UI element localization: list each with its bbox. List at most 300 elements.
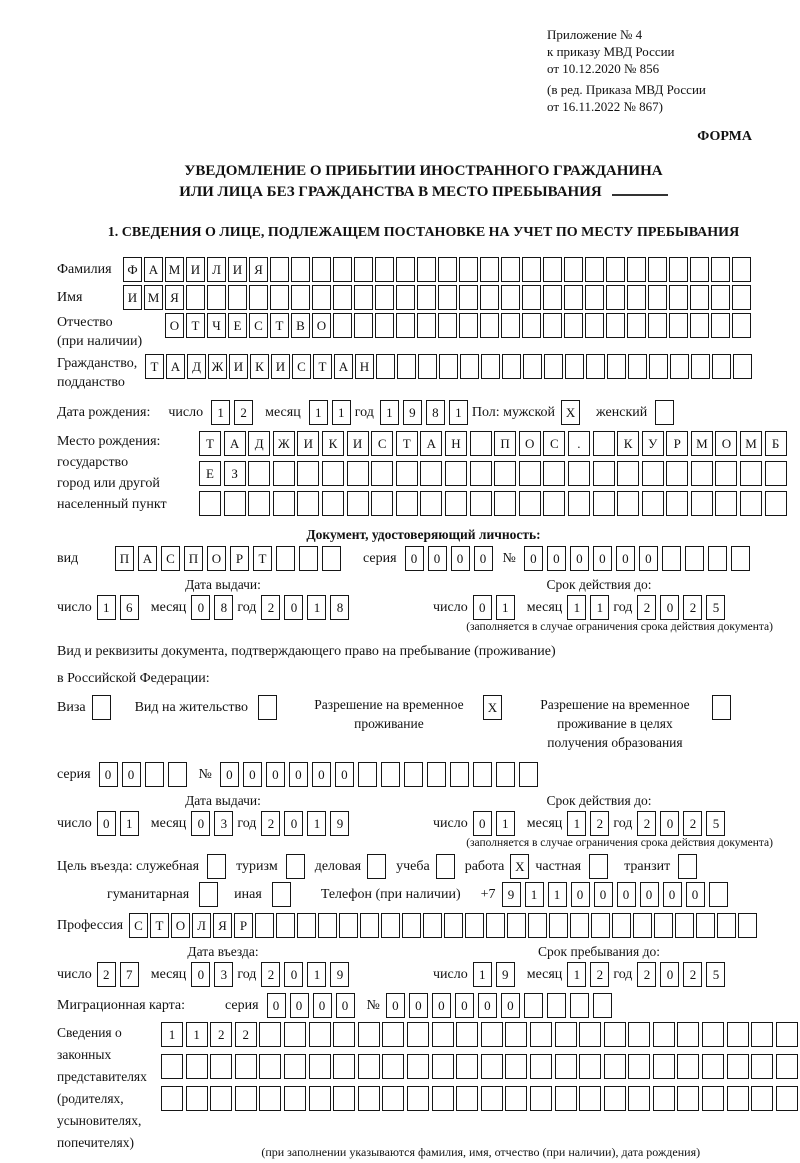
char-cell[interactable] — [642, 461, 664, 486]
char-cell[interactable]: 1 — [380, 400, 399, 425]
char-cell[interactable] — [396, 285, 415, 310]
char-cell[interactable]: 1 — [567, 962, 586, 987]
char-cell[interactable] — [371, 461, 393, 486]
char-cell[interactable]: 3 — [214, 811, 233, 836]
char-cell[interactable] — [333, 313, 352, 338]
char-cell[interactable] — [727, 1086, 749, 1111]
char-cell[interactable] — [654, 913, 673, 938]
char-cell[interactable] — [459, 285, 478, 310]
char-cell[interactable] — [420, 461, 442, 486]
char-cell[interactable]: 0 — [451, 546, 470, 571]
char-cell[interactable] — [210, 1086, 232, 1111]
char-cell[interactable] — [519, 762, 538, 787]
char-cell[interactable] — [318, 913, 337, 938]
char-cell[interactable] — [648, 285, 667, 310]
char-cell[interactable]: А — [334, 354, 353, 379]
char-cell[interactable] — [210, 1054, 232, 1079]
char-cell[interactable] — [505, 1022, 527, 1047]
char-cell[interactable]: 2 — [261, 811, 280, 836]
char-cell[interactable] — [501, 313, 520, 338]
char-cell[interactable] — [501, 285, 520, 310]
char-cell[interactable]: 0 — [97, 811, 116, 836]
char-cell[interactable] — [712, 354, 731, 379]
char-cell[interactable] — [235, 1086, 257, 1111]
char-cell[interactable] — [470, 491, 492, 516]
char-cell[interactable] — [732, 285, 751, 310]
char-cell[interactable] — [470, 431, 492, 456]
stay-day-cells[interactable] — [473, 962, 519, 987]
char-cell[interactable] — [606, 313, 625, 338]
char-cell[interactable]: 1 — [309, 400, 328, 425]
char-cell[interactable] — [593, 993, 612, 1018]
char-cell[interactable] — [708, 546, 727, 571]
char-cell[interactable] — [555, 1022, 577, 1047]
char-cell[interactable]: 2 — [261, 595, 280, 620]
char-cell[interactable] — [423, 913, 442, 938]
permit-series-cells[interactable] — [99, 762, 191, 787]
char-cell[interactable]: О — [207, 546, 226, 571]
char-cell[interactable] — [648, 257, 667, 282]
char-cell[interactable] — [259, 1022, 281, 1047]
char-cell[interactable] — [709, 882, 728, 907]
char-cell[interactable]: 1 — [567, 811, 586, 836]
char-cell[interactable] — [606, 285, 625, 310]
char-cell[interactable]: 0 — [243, 762, 262, 787]
char-cell[interactable]: 1 — [590, 595, 609, 620]
char-cell[interactable]: 0 — [660, 811, 679, 836]
char-cell[interactable] — [396, 313, 415, 338]
char-cell[interactable] — [291, 285, 310, 310]
char-cell[interactable] — [417, 285, 436, 310]
char-cell[interactable]: X — [510, 854, 529, 879]
char-cell[interactable] — [662, 546, 681, 571]
char-cell[interactable] — [765, 461, 787, 486]
char-cell[interactable]: 2 — [590, 962, 609, 987]
char-cell[interactable] — [439, 354, 458, 379]
char-cell[interactable] — [438, 285, 457, 310]
char-cell[interactable] — [312, 257, 331, 282]
char-cell[interactable]: 0 — [336, 993, 355, 1018]
char-cell[interactable]: 0 — [122, 762, 141, 787]
char-cell[interactable] — [711, 257, 730, 282]
char-cell[interactable] — [519, 491, 541, 516]
entry-month-cells[interactable] — [191, 962, 237, 987]
reps-cells-2[interactable] — [161, 1054, 800, 1079]
char-cell[interactable] — [642, 491, 664, 516]
char-cell[interactable] — [358, 1086, 380, 1111]
char-cell[interactable] — [186, 1054, 208, 1079]
char-cell[interactable] — [666, 491, 688, 516]
char-cell[interactable] — [376, 354, 395, 379]
char-cell[interactable] — [404, 762, 423, 787]
char-cell[interactable] — [696, 913, 715, 938]
char-cell[interactable]: 0 — [686, 882, 705, 907]
char-cell[interactable] — [382, 1086, 404, 1111]
char-cell[interactable] — [481, 1022, 503, 1047]
citizenship-cells[interactable] — [145, 354, 754, 379]
char-cell[interactable] — [358, 1054, 380, 1079]
migr-number-cells[interactable] — [386, 993, 616, 1018]
char-cell[interactable]: 0 — [663, 882, 682, 907]
migr-series-cells[interactable] — [267, 993, 359, 1018]
char-cell[interactable] — [589, 854, 608, 879]
char-cell[interactable] — [396, 491, 418, 516]
char-cell[interactable] — [407, 1022, 429, 1047]
char-cell[interactable] — [606, 257, 625, 282]
char-cell[interactable]: Т — [199, 431, 221, 456]
char-cell[interactable] — [248, 461, 270, 486]
char-cell[interactable] — [712, 695, 731, 720]
char-cell[interactable]: Л — [192, 913, 211, 938]
char-cell[interactable]: В — [291, 313, 310, 338]
char-cell[interactable] — [585, 285, 604, 310]
char-cell[interactable] — [168, 762, 187, 787]
char-cell[interactable] — [459, 257, 478, 282]
char-cell[interactable]: О — [519, 431, 541, 456]
char-cell[interactable] — [502, 354, 521, 379]
char-cell[interactable] — [604, 1086, 626, 1111]
char-cell[interactable]: 9 — [403, 400, 422, 425]
char-cell[interactable]: 5 — [706, 595, 725, 620]
char-cell[interactable]: 0 — [99, 762, 118, 787]
char-cell[interactable] — [494, 491, 516, 516]
char-cell[interactable] — [259, 1086, 281, 1111]
char-cell[interactable] — [711, 285, 730, 310]
char-cell[interactable] — [585, 257, 604, 282]
char-cell[interactable] — [715, 491, 737, 516]
char-cell[interactable]: 1 — [496, 595, 515, 620]
phone-cells[interactable] — [502, 882, 732, 907]
char-cell[interactable]: С — [371, 431, 393, 456]
char-cell[interactable]: 5 — [706, 811, 725, 836]
char-cell[interactable]: 1 — [161, 1022, 183, 1047]
char-cell[interactable]: А — [166, 354, 185, 379]
char-cell[interactable] — [445, 491, 467, 516]
char-cell[interactable]: Ф — [123, 257, 142, 282]
char-cell[interactable] — [358, 762, 377, 787]
purpose-business-checkbox[interactable] — [367, 854, 388, 879]
patronymic-cells[interactable] — [165, 313, 753, 338]
char-cell[interactable] — [653, 1054, 675, 1079]
purpose-study-checkbox[interactable] — [436, 854, 457, 879]
char-cell[interactable]: 0 — [478, 993, 497, 1018]
char-cell[interactable]: П — [494, 431, 516, 456]
purpose-work-checkbox[interactable] — [510, 854, 531, 879]
char-cell[interactable] — [564, 257, 583, 282]
char-cell[interactable]: 9 — [330, 962, 349, 987]
char-cell[interactable] — [420, 491, 442, 516]
char-cell[interactable]: А — [144, 257, 163, 282]
char-cell[interactable]: Т — [186, 313, 205, 338]
char-cell[interactable]: 1 — [496, 811, 515, 836]
char-cell[interactable]: 0 — [594, 882, 613, 907]
char-cell[interactable] — [297, 913, 316, 938]
char-cell[interactable] — [276, 546, 295, 571]
char-cell[interactable]: 2 — [683, 962, 702, 987]
char-cell[interactable]: 1 — [211, 400, 230, 425]
char-cell[interactable]: 0 — [547, 546, 566, 571]
char-cell[interactable] — [161, 1086, 183, 1111]
char-cell[interactable] — [438, 313, 457, 338]
char-cell[interactable] — [505, 1086, 527, 1111]
char-cell[interactable]: К — [617, 431, 639, 456]
char-cell[interactable] — [347, 491, 369, 516]
char-cell[interactable] — [360, 913, 379, 938]
char-cell[interactable]: 2 — [683, 811, 702, 836]
gender-male-checkbox[interactable] — [561, 400, 582, 425]
char-cell[interactable] — [473, 762, 492, 787]
char-cell[interactable]: М — [691, 431, 713, 456]
char-cell[interactable]: 0 — [571, 882, 590, 907]
profession-cells[interactable] — [129, 913, 759, 938]
doc-valid-year-cells[interactable] — [637, 595, 729, 620]
char-cell[interactable] — [547, 993, 566, 1018]
char-cell[interactable]: 0 — [284, 962, 303, 987]
char-cell[interactable]: 0 — [473, 811, 492, 836]
char-cell[interactable] — [670, 354, 689, 379]
char-cell[interactable] — [543, 285, 562, 310]
char-cell[interactable]: И — [271, 354, 290, 379]
char-cell[interactable]: С — [543, 431, 565, 456]
char-cell[interactable]: Ч — [207, 313, 226, 338]
char-cell[interactable] — [653, 1086, 675, 1111]
purpose-private-checkbox[interactable] — [589, 854, 610, 879]
char-cell[interactable] — [276, 913, 295, 938]
char-cell[interactable]: Н — [445, 431, 467, 456]
char-cell[interactable] — [555, 1054, 577, 1079]
char-cell[interactable] — [258, 695, 277, 720]
char-cell[interactable] — [309, 1054, 331, 1079]
char-cell[interactable] — [568, 461, 590, 486]
char-cell[interactable] — [522, 257, 541, 282]
char-cell[interactable]: П — [115, 546, 134, 571]
char-cell[interactable]: И — [228, 257, 247, 282]
char-cell[interactable]: 1 — [120, 811, 139, 836]
char-cell[interactable] — [333, 1086, 355, 1111]
char-cell[interactable] — [186, 285, 205, 310]
char-cell[interactable] — [270, 285, 289, 310]
char-cell[interactable]: 0 — [432, 993, 451, 1018]
char-cell[interactable] — [702, 1086, 724, 1111]
char-cell[interactable] — [530, 1086, 552, 1111]
char-cell[interactable]: 1 — [186, 1022, 208, 1047]
char-cell[interactable] — [407, 1054, 429, 1079]
char-cell[interactable]: 1 — [548, 882, 567, 907]
char-cell[interactable]: 2 — [683, 595, 702, 620]
char-cell[interactable]: 0 — [191, 595, 210, 620]
char-cell[interactable] — [555, 1086, 577, 1111]
char-cell[interactable]: М — [144, 285, 163, 310]
char-cell[interactable] — [690, 257, 709, 282]
char-cell[interactable]: 2 — [210, 1022, 232, 1047]
name-cells[interactable] — [123, 285, 753, 310]
char-cell[interactable] — [633, 913, 652, 938]
char-cell[interactable]: Н — [355, 354, 374, 379]
char-cell[interactable]: 0 — [312, 762, 331, 787]
char-cell[interactable] — [628, 1022, 650, 1047]
char-cell[interactable]: 7 — [120, 962, 139, 987]
char-cell[interactable]: 0 — [284, 811, 303, 836]
char-cell[interactable] — [691, 491, 713, 516]
char-cell[interactable] — [628, 1054, 650, 1079]
char-cell[interactable]: Р — [666, 431, 688, 456]
char-cell[interactable]: О — [171, 913, 190, 938]
doc-number-cells[interactable] — [524, 546, 754, 571]
char-cell[interactable] — [358, 1022, 380, 1047]
char-cell[interactable] — [579, 1054, 601, 1079]
char-cell[interactable] — [284, 1022, 306, 1047]
char-cell[interactable] — [333, 1054, 355, 1079]
char-cell[interactable] — [733, 354, 752, 379]
char-cell[interactable] — [432, 1086, 454, 1111]
char-cell[interactable]: И — [186, 257, 205, 282]
char-cell[interactable]: Ж — [208, 354, 227, 379]
residence-permit-checkbox[interactable] — [258, 695, 279, 720]
char-cell[interactable]: 2 — [235, 1022, 257, 1047]
char-cell[interactable] — [732, 313, 751, 338]
char-cell[interactable] — [627, 257, 646, 282]
char-cell[interactable]: 0 — [220, 762, 239, 787]
char-cell[interactable]: 2 — [637, 595, 656, 620]
char-cell[interactable] — [702, 1054, 724, 1079]
char-cell[interactable] — [309, 1022, 331, 1047]
char-cell[interactable]: У — [642, 431, 664, 456]
char-cell[interactable] — [486, 913, 505, 938]
char-cell[interactable] — [765, 491, 787, 516]
char-cell[interactable] — [354, 313, 373, 338]
char-cell[interactable] — [727, 1054, 749, 1079]
char-cell[interactable] — [669, 285, 688, 310]
surname-cells[interactable] — [123, 257, 753, 282]
char-cell[interactable]: 9 — [330, 811, 349, 836]
char-cell[interactable] — [604, 1054, 626, 1079]
char-cell[interactable] — [593, 461, 615, 486]
char-cell[interactable] — [382, 1054, 404, 1079]
char-cell[interactable]: Т — [313, 354, 332, 379]
char-cell[interactable] — [731, 546, 750, 571]
entry-year-cells[interactable] — [261, 962, 353, 987]
char-cell[interactable]: З — [224, 461, 246, 486]
char-cell[interactable] — [543, 313, 562, 338]
char-cell[interactable] — [677, 1086, 699, 1111]
char-cell[interactable] — [322, 461, 344, 486]
char-cell[interactable]: Т — [253, 546, 272, 571]
doc-type-cells[interactable] — [115, 546, 345, 571]
char-cell[interactable]: Т — [145, 354, 164, 379]
char-cell[interactable] — [677, 1022, 699, 1047]
char-cell[interactable]: Р — [234, 913, 253, 938]
permit-valid-month-cells[interactable] — [567, 811, 613, 836]
char-cell[interactable]: 1 — [473, 962, 492, 987]
char-cell[interactable] — [470, 461, 492, 486]
char-cell[interactable] — [259, 1054, 281, 1079]
char-cell[interactable] — [690, 285, 709, 310]
char-cell[interactable]: 0 — [289, 762, 308, 787]
char-cell[interactable]: 0 — [660, 962, 679, 987]
char-cell[interactable] — [186, 1086, 208, 1111]
char-cell[interactable]: 0 — [660, 595, 679, 620]
permit-number-cells[interactable] — [220, 762, 542, 787]
char-cell[interactable]: 0 — [640, 882, 659, 907]
char-cell[interactable] — [396, 461, 418, 486]
char-cell[interactable]: Д — [187, 354, 206, 379]
char-cell[interactable] — [396, 257, 415, 282]
char-cell[interactable] — [669, 313, 688, 338]
reps-cells-3[interactable] — [161, 1086, 800, 1111]
char-cell[interactable] — [586, 354, 605, 379]
char-cell[interactable]: Я — [249, 257, 268, 282]
char-cell[interactable] — [565, 354, 584, 379]
char-cell[interactable]: С — [129, 913, 148, 938]
char-cell[interactable] — [382, 1022, 404, 1047]
char-cell[interactable] — [524, 993, 543, 1018]
char-cell[interactable]: К — [250, 354, 269, 379]
char-cell[interactable]: 9 — [496, 962, 515, 987]
char-cell[interactable]: Е — [199, 461, 221, 486]
char-cell[interactable] — [505, 1054, 527, 1079]
char-cell[interactable]: И — [229, 354, 248, 379]
permit-valid-day-cells[interactable] — [473, 811, 519, 836]
char-cell[interactable] — [375, 313, 394, 338]
birth-month-cells[interactable] — [309, 400, 355, 425]
char-cell[interactable]: 9 — [502, 882, 521, 907]
char-cell[interactable] — [480, 313, 499, 338]
char-cell[interactable] — [397, 354, 416, 379]
char-cell[interactable]: К — [322, 431, 344, 456]
char-cell[interactable] — [543, 257, 562, 282]
char-cell[interactable]: X — [483, 695, 502, 720]
char-cell[interactable]: Я — [213, 913, 232, 938]
char-cell[interactable]: Е — [228, 313, 247, 338]
char-cell[interactable]: С — [249, 313, 268, 338]
char-cell[interactable]: И — [347, 431, 369, 456]
char-cell[interactable] — [249, 285, 268, 310]
char-cell[interactable]: О — [715, 431, 737, 456]
char-cell[interactable] — [460, 354, 479, 379]
doc-series-cells[interactable] — [405, 546, 497, 571]
char-cell[interactable]: 0 — [386, 993, 405, 1018]
char-cell[interactable]: Т — [270, 313, 289, 338]
char-cell[interactable]: 0 — [473, 595, 492, 620]
char-cell[interactable]: О — [312, 313, 331, 338]
char-cell[interactable]: Л — [207, 257, 226, 282]
char-cell[interactable]: 6 — [120, 595, 139, 620]
char-cell[interactable] — [161, 1054, 183, 1079]
char-cell[interactable]: М — [165, 257, 184, 282]
char-cell[interactable] — [691, 461, 713, 486]
char-cell[interactable] — [675, 913, 694, 938]
char-cell[interactable] — [678, 854, 697, 879]
char-cell[interactable] — [270, 257, 289, 282]
char-cell[interactable] — [738, 913, 757, 938]
char-cell[interactable] — [607, 354, 626, 379]
char-cell[interactable]: Ж — [273, 431, 295, 456]
char-cell[interactable]: 8 — [330, 595, 349, 620]
char-cell[interactable] — [145, 762, 164, 787]
char-cell[interactable]: 5 — [706, 962, 725, 987]
char-cell[interactable]: 0 — [455, 993, 474, 1018]
char-cell[interactable] — [543, 461, 565, 486]
char-cell[interactable]: М — [740, 431, 762, 456]
char-cell[interactable] — [224, 491, 246, 516]
char-cell[interactable] — [418, 354, 437, 379]
char-cell[interactable] — [333, 1022, 355, 1047]
char-cell[interactable] — [579, 1086, 601, 1111]
char-cell[interactable] — [417, 257, 436, 282]
char-cell[interactable]: 0 — [570, 546, 589, 571]
char-cell[interactable] — [427, 762, 446, 787]
char-cell[interactable] — [438, 257, 457, 282]
